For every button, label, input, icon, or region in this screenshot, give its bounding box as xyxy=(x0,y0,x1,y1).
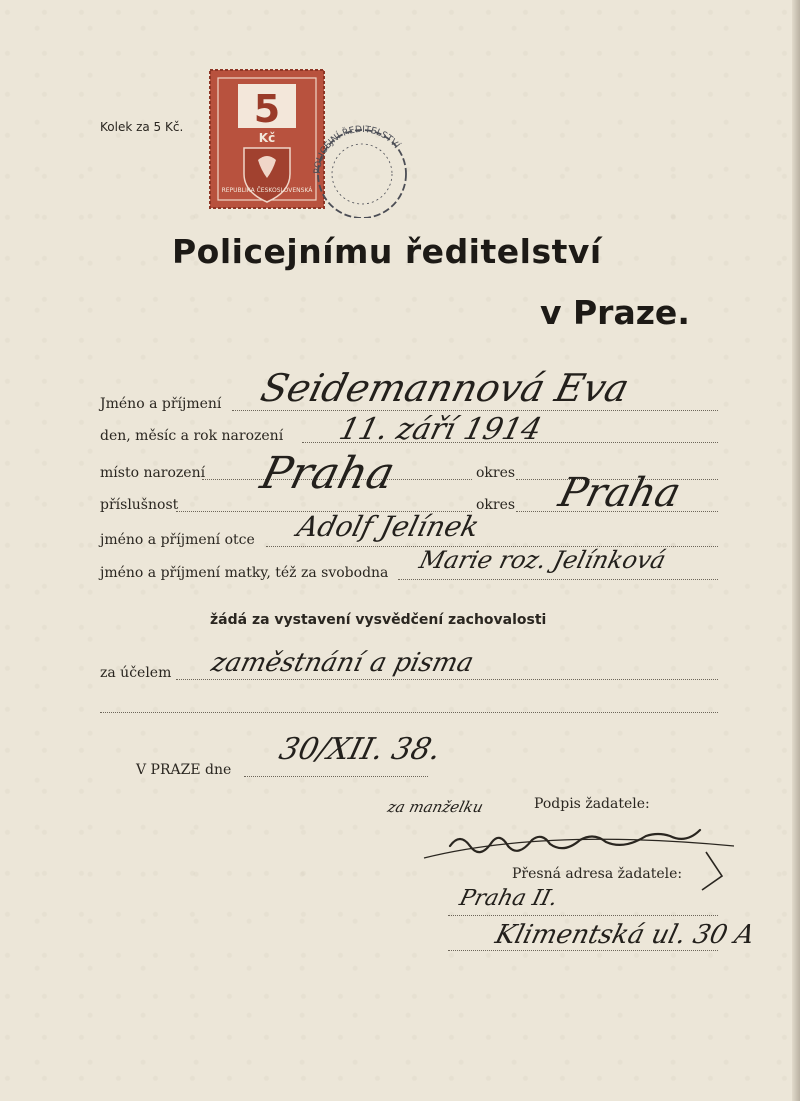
stamp-label: Kolek za 5 Kč. xyxy=(100,120,184,134)
date-value: 30/XII. 38. xyxy=(275,732,445,767)
address-line-2-value: Klimentská ul. 30 A xyxy=(492,920,758,950)
stamp-value: 5 xyxy=(253,87,281,131)
purpose-line-2 xyxy=(100,712,718,713)
mother-label: jméno a příjmení matky, též za svobodna xyxy=(100,565,389,581)
father-value: Adolf Jelínek xyxy=(293,510,483,543)
heading-line-2: v Praze. xyxy=(540,293,690,332)
postmark-text: POLICEJNÍ ŘEDITELSTVÍ xyxy=(312,124,402,175)
purpose-line xyxy=(176,679,718,680)
stamp-currency: Kč xyxy=(258,131,276,145)
address-line-2 xyxy=(448,950,718,951)
signature-note: za manželku xyxy=(385,798,486,816)
svg-text:POLICEJNÍ ŘEDITELSTVÍ xyxy=(313,125,403,174)
request-statement: žádá za vystavení vysvědčení zachovalosti xyxy=(210,612,547,628)
birth-date-value: 11. září 1914 xyxy=(335,412,546,447)
citizenship-district-value: Praha xyxy=(554,470,686,516)
address-label: Přesná adresa žadatele: xyxy=(512,866,683,882)
citizenship-district-label: okres xyxy=(476,497,516,513)
mother-line xyxy=(398,579,718,580)
birth-date-label: den, měsíc a rok narození xyxy=(100,428,284,444)
address-line-1 xyxy=(448,915,718,916)
birthplace-value: Praha xyxy=(255,448,400,499)
name-value: Seidemannová Eva xyxy=(256,366,634,410)
name-label: Jméno a příjmení xyxy=(100,396,222,412)
address-line-1-value: Praha II. xyxy=(456,886,561,911)
father-label: jméno a příjmení otce xyxy=(100,532,255,548)
date-label: V PRAZE dne xyxy=(136,762,232,778)
date-line xyxy=(244,776,428,777)
postmark xyxy=(306,122,418,218)
citizenship-label: příslušnost xyxy=(100,497,179,513)
name-line xyxy=(232,410,718,411)
stamp-country-text: REPUBLIKA ČESKOSLOVENSKÁ xyxy=(221,187,313,194)
birthplace-label: místo narození xyxy=(100,465,206,481)
purpose-label: za účelem xyxy=(100,665,172,681)
birthplace-district-label: okres xyxy=(476,465,516,481)
mother-value: Marie roz. Jelínková xyxy=(416,546,669,574)
signature-label: Podpis žadatele: xyxy=(534,796,650,812)
purpose-value: zaměstnání a pisma xyxy=(208,648,477,678)
heading-line-1: Policejnímu ředitelství xyxy=(172,232,602,271)
paper-edge xyxy=(792,0,800,1101)
